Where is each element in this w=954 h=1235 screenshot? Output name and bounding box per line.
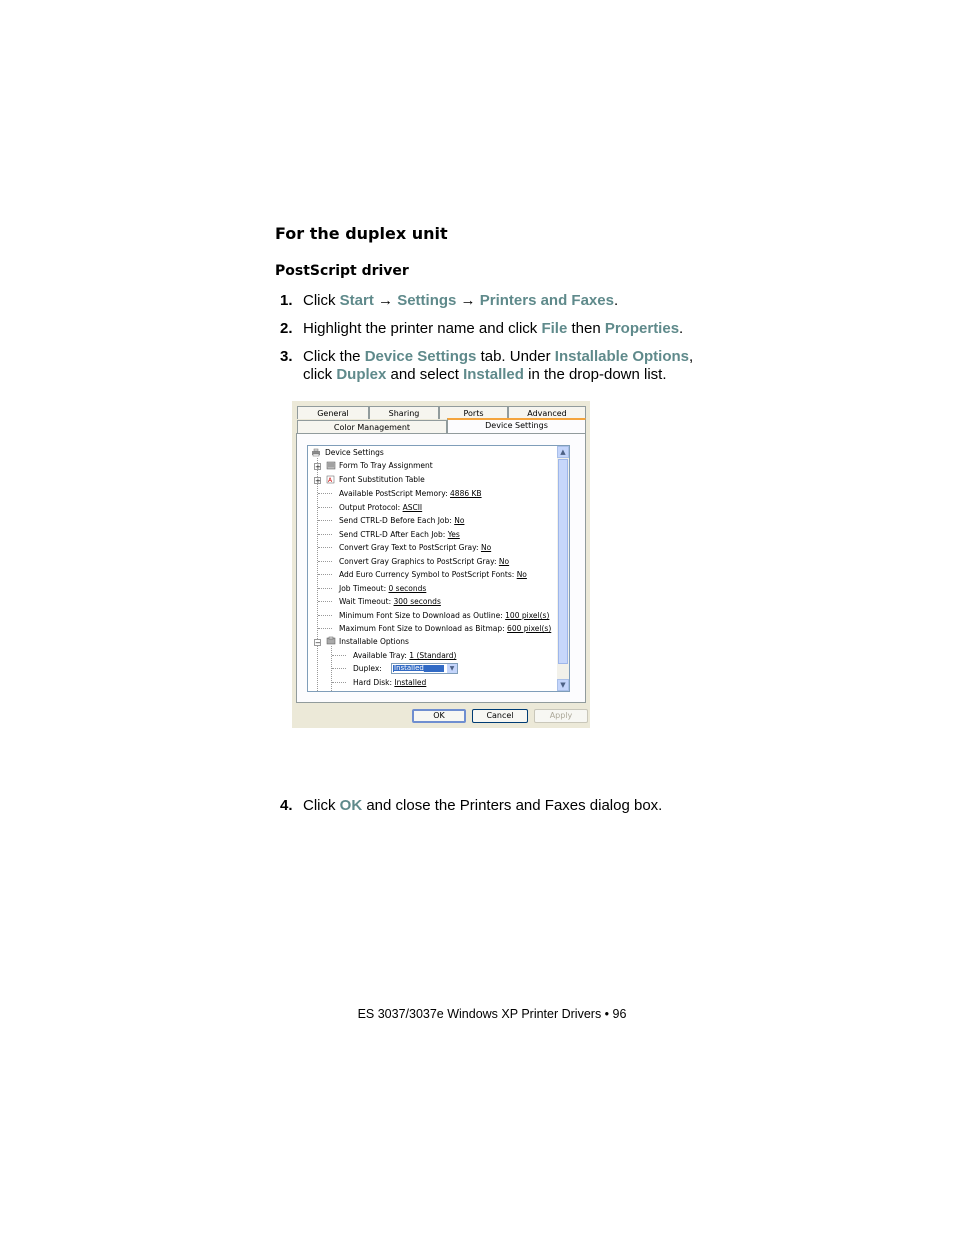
tree-connector xyxy=(318,574,332,575)
tree-item-label: Duplex: xyxy=(353,664,382,673)
step-3 xyxy=(280,348,694,383)
page-footer: ES 3037/3037e Windows XP Printer Drivers • 96 xyxy=(357,1007,627,1021)
vertical-scrollbar[interactable] xyxy=(557,446,569,691)
tree-connector xyxy=(318,601,332,602)
scroll-up-icon[interactable]: ▲ xyxy=(557,446,569,458)
tree-item-setting[interactable] xyxy=(339,501,422,514)
tree-item-setting[interactable] xyxy=(339,514,464,527)
tree-connector xyxy=(318,588,332,589)
tree-item-font-substitution[interactable] xyxy=(339,473,425,486)
tree-item-label: Send CTRL-D Before Each Job: xyxy=(339,516,455,525)
tree-connector xyxy=(332,668,346,669)
tree-connector xyxy=(318,520,332,521)
apply-button[interactable]: Apply xyxy=(534,709,588,723)
tree-item-label: Convert Gray Text to PostScript Gray: xyxy=(339,543,481,552)
tab-device-settings[interactable]: Device Settings xyxy=(447,418,586,433)
tree-item-value[interactable]: Yes xyxy=(447,529,460,539)
arrow-icon: → xyxy=(456,292,480,309)
step-text: Highlight the printer name and click xyxy=(303,320,542,337)
subsection-heading: PostScript driver xyxy=(275,263,409,279)
tree-item-value[interactable]: 600 pixel(s) xyxy=(507,624,552,633)
tree-item-setting[interactable] xyxy=(339,541,491,554)
svg-text:A: A xyxy=(328,477,333,484)
duplex-selected-value: Installed xyxy=(393,665,444,672)
step-1 xyxy=(280,292,619,310)
step-text: then xyxy=(567,320,605,337)
tab-device-settings-ref: Device Settings xyxy=(364,348,477,365)
tree-item-value[interactable]: No xyxy=(516,570,527,579)
step-number: 2. xyxy=(280,320,293,337)
font-icon xyxy=(326,475,336,484)
tab-advanced[interactable]: Advanced xyxy=(508,406,586,419)
tree-item-value: 1 (Standard) xyxy=(409,651,457,660)
tree-item-label: Available Tray: xyxy=(353,651,410,660)
tree-item-installable-options[interactable] xyxy=(339,635,409,648)
tree-item-value[interactable]: 300 seconds xyxy=(393,597,441,606)
tab-color-management[interactable]: Color Management xyxy=(297,420,447,433)
settings-tree[interactable] xyxy=(307,445,570,692)
tree-connector xyxy=(318,547,332,548)
tree-connector xyxy=(318,534,332,535)
tree-item-setting[interactable] xyxy=(339,568,527,581)
step-text: . xyxy=(613,292,619,309)
step-text: and close the Printers and Faxes dialog box. xyxy=(362,797,663,814)
tree-connector xyxy=(331,646,332,692)
cancel-button[interactable]: Cancel xyxy=(472,709,528,723)
collapse-minus-icon[interactable]: − xyxy=(315,639,321,647)
tree-item-setting[interactable] xyxy=(339,555,509,568)
tree-item-label: Installable Options xyxy=(339,637,409,646)
tree-item-label: Available PostScript Memory: xyxy=(339,489,451,498)
installable-options-ref: Installable Options xyxy=(554,348,689,365)
tree-connector xyxy=(318,615,332,616)
chevron-down-icon[interactable]: ▼ xyxy=(447,664,457,673)
step-4 xyxy=(280,797,663,815)
scroll-down-icon[interactable]: ▼ xyxy=(557,679,569,691)
tree-connector xyxy=(318,493,332,494)
scrollbar-thumb[interactable] xyxy=(558,459,568,664)
tree-item-value[interactable]: 4886 KB xyxy=(450,489,482,498)
step-number: 4. xyxy=(280,797,293,814)
step-number: 1. xyxy=(280,292,293,309)
tree-item-setting[interactable] xyxy=(339,609,549,622)
tree-item-label: Font Substitution Table xyxy=(339,475,425,484)
step-text: . xyxy=(679,320,684,337)
tree-connector xyxy=(332,682,346,683)
tab-sharing[interactable]: Sharing xyxy=(369,406,439,419)
tree-item-label: Form To Tray Assignment xyxy=(339,461,433,470)
arrow-icon: → xyxy=(373,292,398,309)
step-text: Click the xyxy=(303,348,365,365)
tree-item-label: Send CTRL-D After Each Job: xyxy=(339,529,448,539)
tab-general[interactable]: General xyxy=(297,406,369,419)
tree-item-device-settings[interactable] xyxy=(325,446,384,459)
menu-properties: Properties xyxy=(604,320,680,337)
tree-connector xyxy=(318,628,332,629)
tree-connector xyxy=(318,507,332,508)
duplex-dropdown[interactable] xyxy=(391,663,458,674)
step-text: tab. Under xyxy=(476,348,555,365)
step-2 xyxy=(280,320,684,338)
step-text: Click xyxy=(303,292,340,309)
tree-item-value: Installed xyxy=(394,678,427,687)
tree-item-label: Convert Gray Graphics to PostScript Gray: xyxy=(339,556,499,566)
menu-printers-and-faxes: Printers and Faxes xyxy=(479,292,614,309)
step-number: 3. xyxy=(280,348,293,365)
installed-ref: Installed xyxy=(463,366,524,383)
options-icon xyxy=(326,636,336,645)
tree-item-available-tray[interactable] xyxy=(353,649,456,662)
tree-item-label: Wait Timeout: xyxy=(339,597,394,606)
expand-plus-icon[interactable]: + xyxy=(315,463,321,471)
ok-button[interactable]: OK xyxy=(412,709,466,723)
menu-settings: Settings xyxy=(397,292,457,309)
printer-settings-icon xyxy=(311,448,321,457)
tree-item-label: Minimum Font Size to Download as Outline: xyxy=(339,610,506,620)
tree-item-setting[interactable] xyxy=(339,622,551,635)
tree-item-duplex[interactable] xyxy=(353,662,382,675)
tree-item-value[interactable]: ASCII xyxy=(402,502,423,512)
step-text: , xyxy=(688,348,694,365)
step-text: and select xyxy=(386,366,464,383)
tab-ports[interactable]: Ports xyxy=(439,406,508,419)
tree-item-label: Job Timeout: xyxy=(339,583,389,593)
tree-item-setting[interactable] xyxy=(339,487,482,500)
tree-connector xyxy=(332,655,346,656)
tree-item-value[interactable]: 100 pixel(s) xyxy=(505,610,550,620)
tree-item-value[interactable]: No xyxy=(498,556,510,566)
tree-item-form-to-tray[interactable] xyxy=(339,459,433,472)
expand-plus-icon[interactable]: + xyxy=(315,477,321,485)
tree-item-value[interactable]: No xyxy=(454,516,465,525)
tree-item-setting[interactable] xyxy=(339,528,460,541)
menu-start: Start xyxy=(339,292,374,309)
tray-icon xyxy=(326,461,336,470)
tree-item-hard-disk[interactable] xyxy=(353,676,426,689)
step-text: Click xyxy=(303,797,340,814)
duplex-ref: Duplex xyxy=(336,366,387,383)
tree-item-label: Device Settings xyxy=(325,448,384,457)
tree-item-setting[interactable] xyxy=(339,595,441,608)
printer-properties-dialog xyxy=(292,401,590,728)
tree-connector xyxy=(318,561,332,562)
section-heading: For the duplex unit xyxy=(275,224,448,243)
tree-item-setting[interactable] xyxy=(339,582,426,595)
menu-file: File xyxy=(541,320,568,337)
ok-ref: OK xyxy=(339,797,363,814)
step-text: click xyxy=(303,366,337,383)
tree-item-label: Hard Disk: xyxy=(353,678,395,687)
tree-item-value[interactable]: No xyxy=(480,543,492,552)
tree-item-label: Add Euro Currency Symbol to PostScript Fonts: xyxy=(339,570,517,579)
tree-item-label: Maximum Font Size to Download as Bitmap: xyxy=(339,624,508,633)
tree-item-label: Output Protocol: xyxy=(339,502,403,512)
device-settings-panel xyxy=(296,433,586,703)
tree-item-value[interactable]: 0 seconds xyxy=(388,583,427,593)
step-text: in the drop-down list. xyxy=(523,366,667,383)
